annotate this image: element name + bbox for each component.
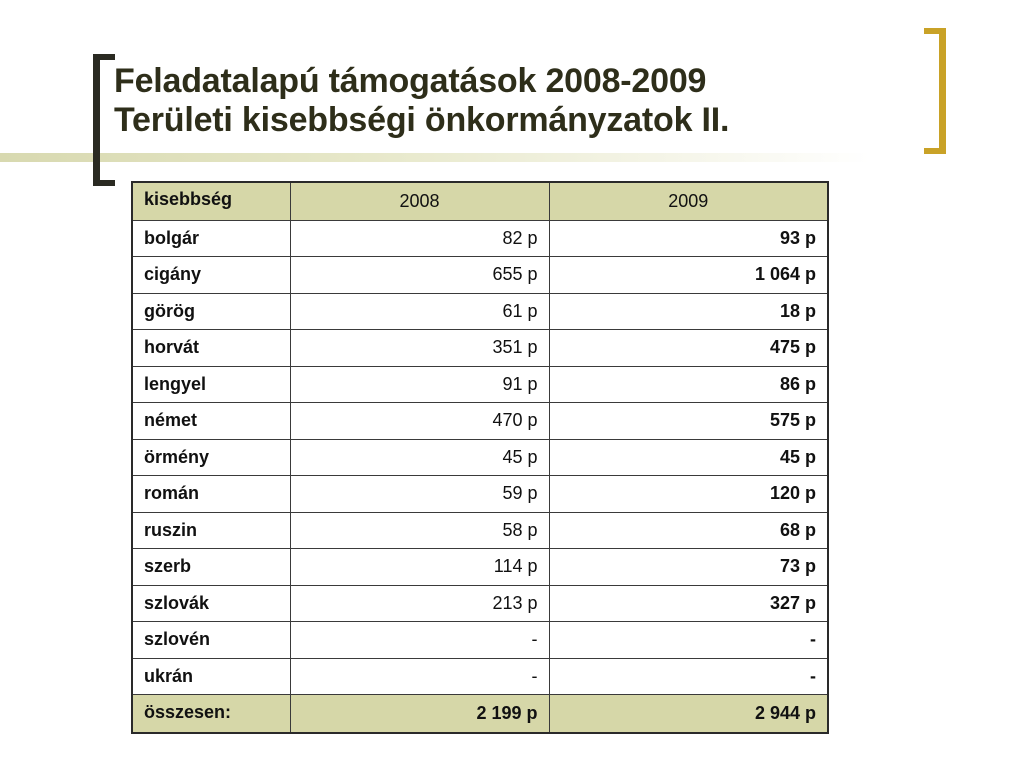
slide-title-line-1: Feladatalapú támogatások 2008-2009 xyxy=(114,62,707,100)
row-value-2008: 58 p xyxy=(290,512,549,549)
left-bracket-decoration xyxy=(93,54,115,186)
row-value-2008: 470 p xyxy=(290,403,549,440)
row-value-2009: 45 p xyxy=(549,439,828,476)
row-minority-name: szlovén xyxy=(132,622,290,659)
row-minority-name: német xyxy=(132,403,290,440)
row-value-2008: - xyxy=(290,622,549,659)
table-row xyxy=(132,439,828,476)
row-value-2008: 114 p xyxy=(290,549,549,586)
row-minority-name: ukrán xyxy=(132,658,290,695)
row-value-2008: 91 p xyxy=(290,366,549,403)
table-row xyxy=(132,622,828,659)
table-header-row xyxy=(132,182,828,220)
row-value-2009: 73 p xyxy=(549,549,828,586)
row-minority-name: görög xyxy=(132,293,290,330)
row-value-2009: - xyxy=(549,658,828,695)
row-value-2008: 351 p xyxy=(290,330,549,367)
row-value-2009: 327 p xyxy=(549,585,828,622)
row-value-2009: 86 p xyxy=(549,366,828,403)
title-accent-line xyxy=(0,153,870,162)
total-value-2009: 2 944 p xyxy=(549,695,828,733)
table-row xyxy=(132,658,828,695)
row-minority-name: bolgár xyxy=(132,220,290,257)
table-row xyxy=(132,403,828,440)
row-minority-name: lengyel xyxy=(132,366,290,403)
row-value-2009: 68 p xyxy=(549,512,828,549)
table-row xyxy=(132,257,828,294)
total-label: összesen: xyxy=(132,695,290,733)
row-value-2009: - xyxy=(549,622,828,659)
table-row xyxy=(132,293,828,330)
table-header xyxy=(132,182,828,220)
row-minority-name: román xyxy=(132,476,290,513)
header-2008: 2008 xyxy=(290,182,549,220)
row-value-2008: 61 p xyxy=(290,293,549,330)
table-row xyxy=(132,549,828,586)
total-value-2008: 2 199 p xyxy=(290,695,549,733)
table-row xyxy=(132,366,828,403)
header-2009: 2009 xyxy=(549,182,828,220)
row-value-2008: 82 p xyxy=(290,220,549,257)
row-value-2008: - xyxy=(290,658,549,695)
header-minority: kisebbség xyxy=(132,182,290,220)
row-minority-name: cigány xyxy=(132,257,290,294)
row-value-2009: 93 p xyxy=(549,220,828,257)
row-value-2008: 59 p xyxy=(290,476,549,513)
row-minority-name: örmény xyxy=(132,439,290,476)
total-row xyxy=(132,695,828,733)
table-footer xyxy=(132,695,828,733)
row-minority-name: szlovák xyxy=(132,585,290,622)
table-row xyxy=(132,512,828,549)
row-minority-name: szerb xyxy=(132,549,290,586)
row-value-2009: 575 p xyxy=(549,403,828,440)
table-row xyxy=(132,585,828,622)
row-minority-name: ruszin xyxy=(132,512,290,549)
row-value-2008: 45 p xyxy=(290,439,549,476)
slide-title-line-2: Területi kisebbségi önkormányzatok II. xyxy=(114,101,730,139)
row-value-2009: 120 p xyxy=(549,476,828,513)
row-value-2008: 213 p xyxy=(290,585,549,622)
table-body xyxy=(132,220,828,695)
row-value-2008: 655 p xyxy=(290,257,549,294)
table-row xyxy=(132,220,828,257)
row-value-2009: 18 p xyxy=(549,293,828,330)
row-value-2009: 1 064 p xyxy=(549,257,828,294)
table-row xyxy=(132,476,828,513)
row-minority-name: horvát xyxy=(132,330,290,367)
slide-title xyxy=(114,62,729,140)
support-table xyxy=(131,181,829,734)
row-value-2009: 475 p xyxy=(549,330,828,367)
table-row xyxy=(132,330,828,367)
right-bracket-decoration xyxy=(924,28,946,154)
